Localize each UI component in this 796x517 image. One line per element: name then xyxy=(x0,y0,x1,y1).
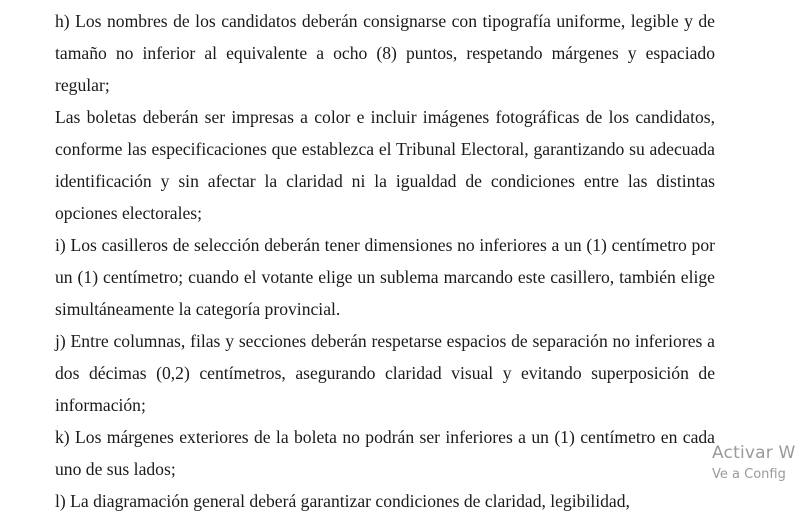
windows-activation-watermark xyxy=(712,440,796,484)
watermark-title: Activar W xyxy=(712,443,796,463)
paragraph-boletas-color: Las boletas deberán ser impresas a color e incluir imágenes fotográficas de los candidatos, conforme las especificaciones que establezca el Tribunal Electoral, garantizando su adecuada identificación y sin afectar la claridad ni la igualdad de condiciones entre las distintas opciones electorales; xyxy=(55,107,715,223)
paragraph-h: h) Los nombres de los candidatos deberán consignarse con tipografía uniforme, legible y de tamaño no inferior al equivalente a ocho (8) puntos, respetando márgenes y espaciado regular; xyxy=(55,11,715,95)
paragraph-l: l) La diagramación general deberá garantizar condiciones de claridad, legibilidad, xyxy=(55,491,630,511)
document-body xyxy=(55,5,715,517)
paragraph-j: j) Entre columnas, filas y secciones deberán respetarse espacios de separación no inferiores a dos décimas (0,2) centímetros, asegurando claridad visual y evitando superposición de información; xyxy=(55,331,715,415)
paragraph-i: i) Los casilleros de selección deberán tener dimensiones no inferiores a un (1) centímetro por un (1) centímetro; cuando el votante elige un sublema marcando este casillero, también elige simultáneamente la categoría provincial. xyxy=(55,235,715,319)
paragraph-k: k) Los márgenes exteriores de la boleta no podrán ser inferiores a un (1) centímetro en cada uno de sus lados; xyxy=(55,427,715,479)
watermark-subtitle: Ve a Config xyxy=(712,467,786,482)
